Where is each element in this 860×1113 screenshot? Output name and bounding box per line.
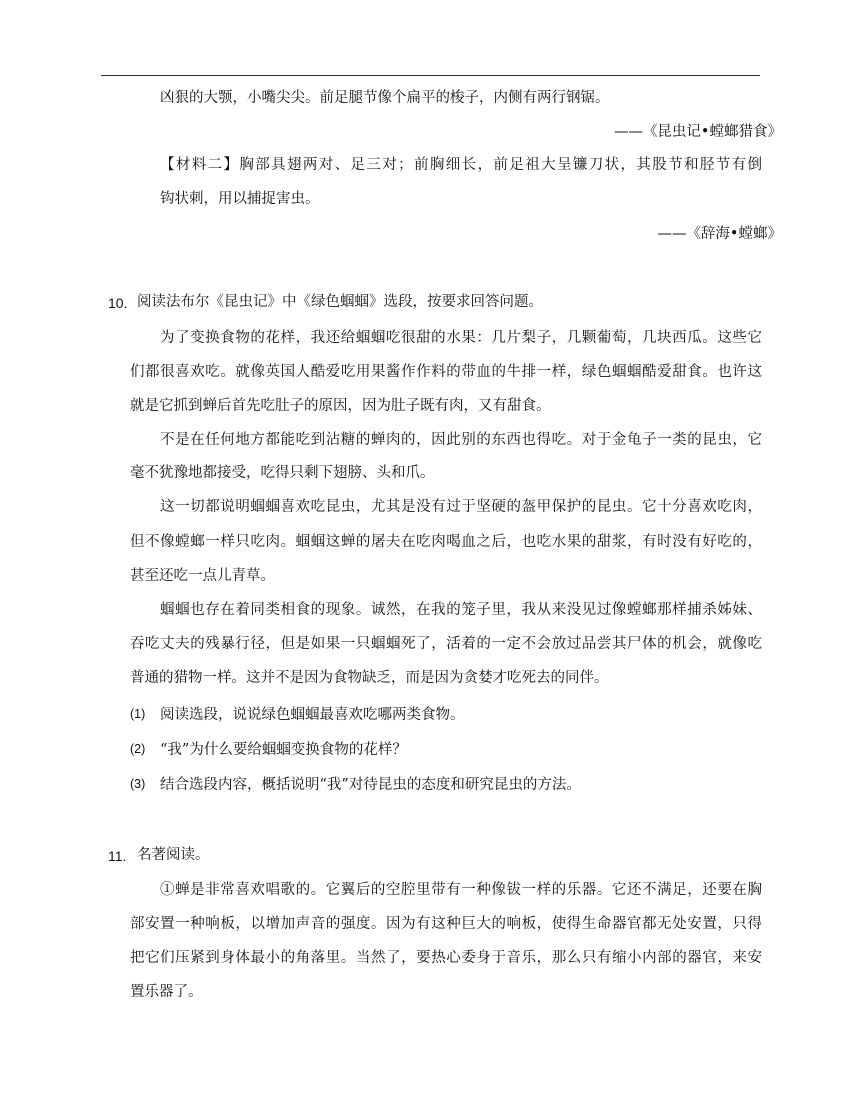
citation-cihai: ——《辞海•螳螂》 (657, 226, 782, 242)
question-number: 10. (108, 295, 128, 311)
passage-line: 为了变换食物的花样，我还给蝈蝈吃很甜的水果：几片梨子，几颗葡萄，几块西瓜。这些它 (160, 330, 762, 346)
question-number: 11. (108, 848, 127, 864)
passage-line: 部安置一种响板，以增加声音的强度。因为有这种巨大的响板，使得生命器官都无处安置，只得 (130, 916, 762, 932)
question-title: 阅读法布尔《昆虫记》中《绿色蝈蝈》选段，按要求回答问题。 (137, 294, 543, 310)
subquestion-text: 结合选段内容，概括说明“我”对待昆虫的态度和研究昆虫的方法。 (160, 777, 581, 793)
material2-line: 【材料二】胸部具翅两对、足三对；前胸细长，前足祖大呈镰刀状，其股节和胫节有倒 (160, 157, 762, 173)
passage-line: 置乐器了。 (130, 984, 203, 1000)
citation-kunchongji: ——《昆虫记•螳螂猎食》 (613, 124, 782, 140)
passage-line: 但不像螳螂一样只吃肉。蝈蝈这蝉的屠夫在吃肉喝血之后，也吃水果的甜浆，有时没有好吃的， (130, 534, 762, 550)
subquestion-number: (2) (130, 742, 146, 756)
material1-last-line: 凶狠的大颚，小嘴尖尖。前足腿节像个扁平的梭子，内侧有两行钢锯。 (160, 90, 610, 106)
subquestion-number: (1) (130, 707, 146, 721)
passage-line: 甚至还吃一点儿青草。 (130, 568, 275, 584)
passage-line: 把它们压紧到身体最小的角落里。当然了，要热心委身于音乐，那么只有缩小内部的器官，来安 (130, 950, 762, 966)
passage-line: ①蝉是非常喜欢唱歌的。它翼后的空腔里带有一种像钹一样的乐器。它还不满足，还要在胸 (160, 882, 762, 898)
passage-line: 们都很喜欢吃。就像英国人酷爱吃用果酱作作料的带血的牛排一样，绿色蝈蝈酷爱甜食。也许这 (130, 364, 762, 380)
passage-line: 这一切都说明蝈蝈喜欢吃昆虫，尤其是没有过于坚硬的盔甲保护的昆虫。它十分喜欢吃肉， (160, 499, 762, 515)
subquestion-text: 阅读选段，说说绿色蝈蝈最喜欢吃哪两类食物。 (160, 707, 465, 723)
passage-line: 不是在任何地方都能吃到沾糖的蝉肉的，因此别的东西也得吃。对于金龟子一类的昆虫，它 (160, 432, 762, 448)
passage-line: 吞吃丈夫的残暴行径，但是如果一只蝈蝈死了，活着的一定不会放过品尝其尸体的机会，就像吃 (130, 636, 762, 652)
passage-line: 就是它抓到蝉后首先吃肚子的原因，因为肚子既有肉，又有甜食。 (130, 398, 551, 414)
subquestion-number: (3) (130, 777, 146, 791)
question-title: 名著阅读。 (137, 847, 210, 863)
header-rule (101, 75, 760, 76)
subquestion-text: “我”为什么要给蝈蝈变换食物的花样？ (160, 742, 407, 758)
material2-line: 钩状刺，用以捕捉害虫。 (160, 191, 320, 207)
passage-line: 蝈蝈也存在着同类相食的现象。诚然，在我的笼子里，我从来没见过像螳螂那样捕杀姊妹、 (160, 602, 762, 618)
passage-line: 普通的猎物一样。这并不是因为食物缺乏，而是因为贪婪才吃死去的同伴。 (130, 670, 609, 686)
passage-line: 毫不犹豫地都接受，吃得只剩下翅膀、头和爪。 (130, 465, 435, 481)
